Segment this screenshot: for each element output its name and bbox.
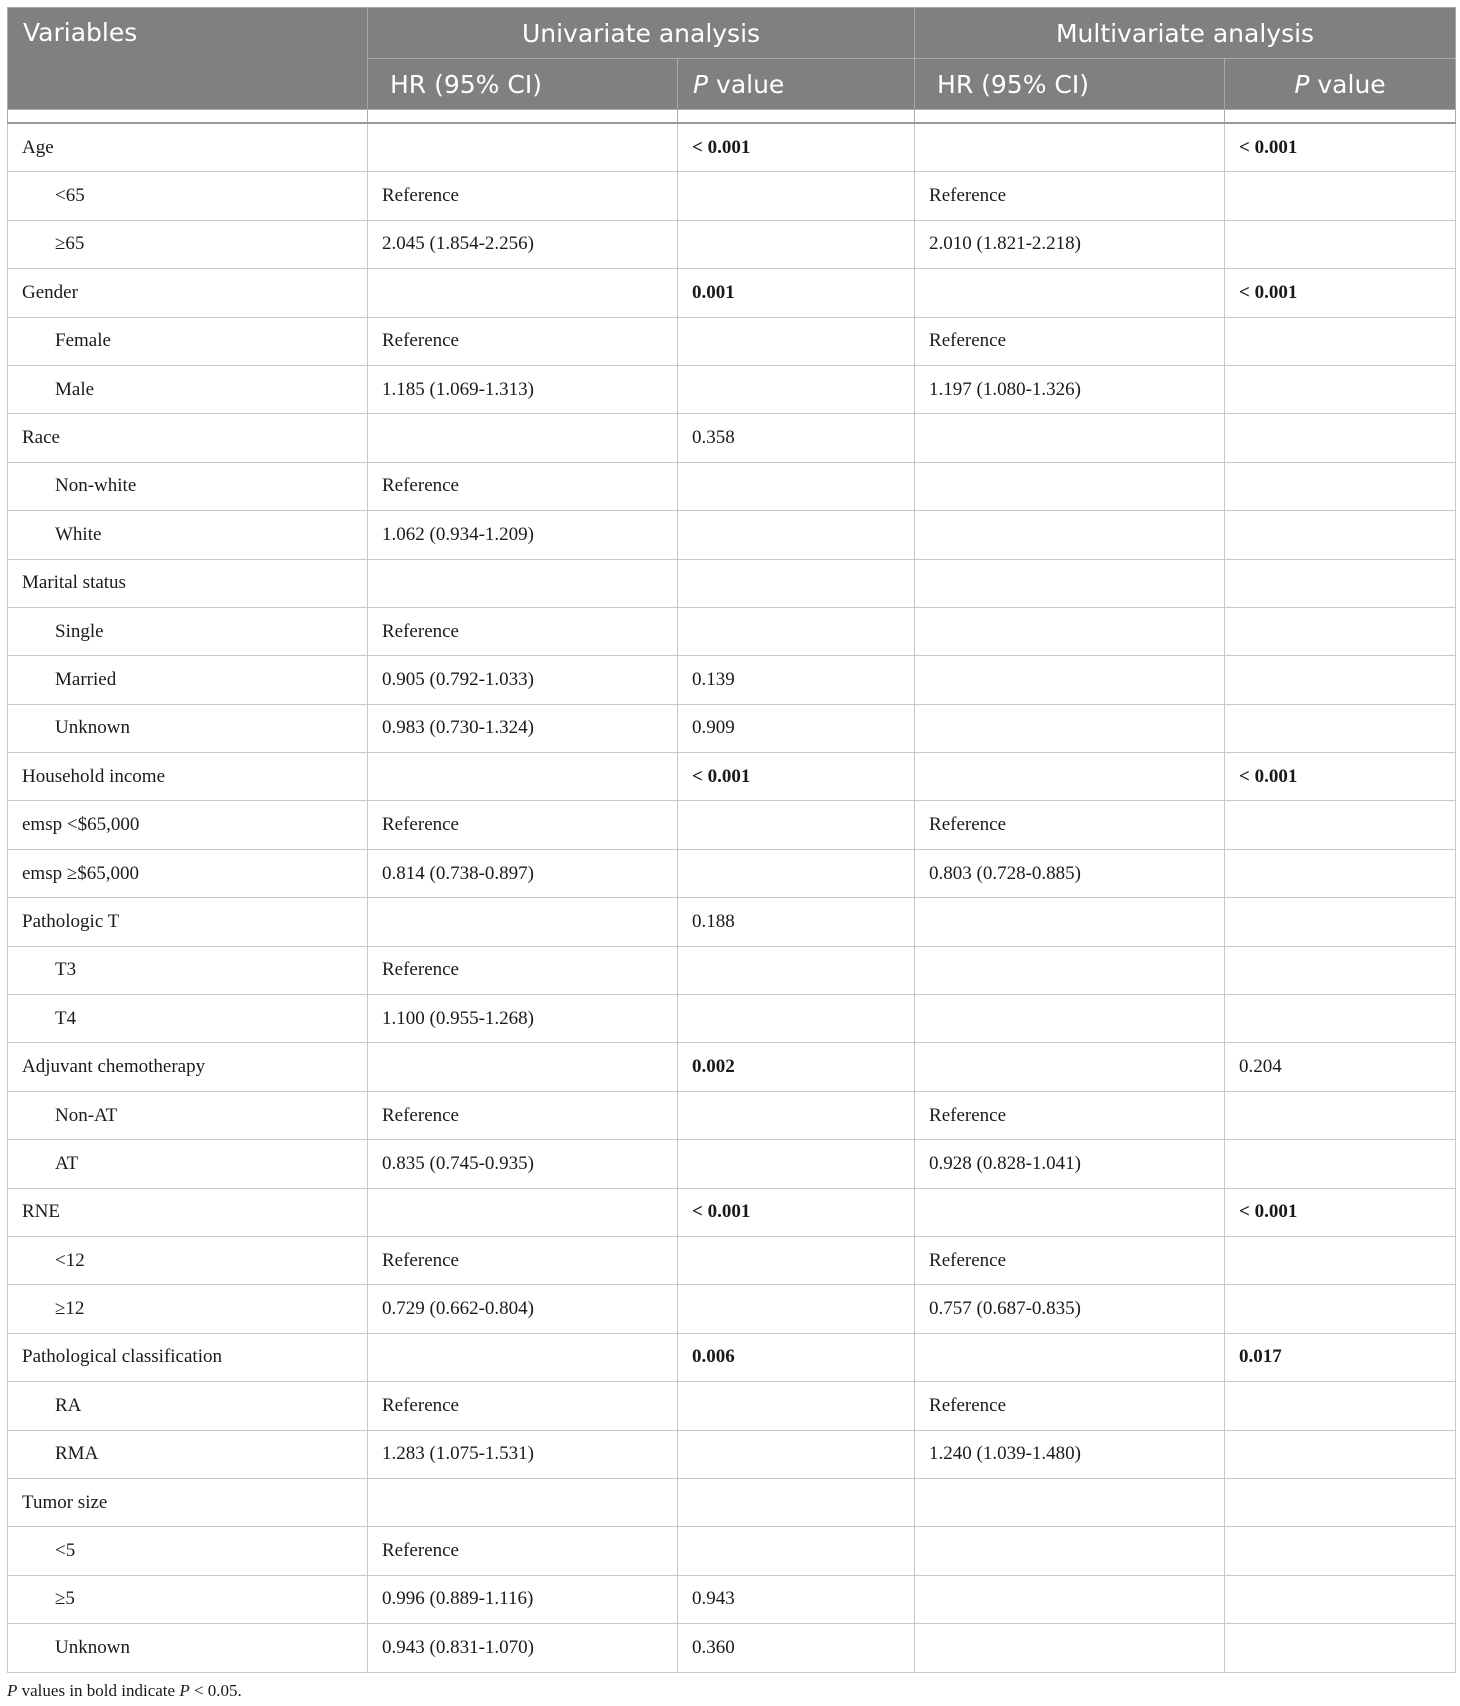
cell-multivariate-hr — [915, 511, 1225, 559]
cell-variable: emsp <$65,000 — [8, 801, 368, 849]
table-row — [8, 753, 1456, 801]
cell-variable: RA — [8, 1382, 368, 1430]
cell-variable: emsp ≥$65,000 — [8, 849, 368, 897]
results-table — [7, 7, 1456, 1673]
cell-variable: Single — [8, 607, 368, 655]
cell-variable: Pathological classification — [8, 1333, 368, 1381]
table-row — [8, 801, 1456, 849]
cell-variable: <5 — [8, 1527, 368, 1575]
cell-variable: RMA — [8, 1430, 368, 1478]
cell-univariate-p — [678, 849, 915, 897]
cell-multivariate-hr: 0.757 (0.687-0.835) — [915, 1285, 1225, 1333]
cell-multivariate-hr: Reference — [915, 317, 1225, 365]
cell-multivariate-p — [1225, 269, 1456, 317]
cell-univariate-p — [678, 559, 915, 607]
table-header — [8, 8, 1456, 110]
cell-multivariate-hr: 1.240 (1.039-1.480) — [915, 1430, 1225, 1478]
cell-variable: Unknown — [8, 704, 368, 752]
cell-univariate-hr: Reference — [368, 317, 678, 365]
cell-univariate-p — [678, 1478, 915, 1526]
table-row — [8, 1527, 1456, 1575]
cell-multivariate-p — [1225, 172, 1456, 220]
table-row — [8, 123, 1456, 172]
cell-multivariate-p — [1225, 1188, 1456, 1236]
cell-variable: Tumor size — [8, 1478, 368, 1526]
cell-multivariate-hr — [915, 1478, 1225, 1526]
table-row — [8, 172, 1456, 220]
cell-variable: Non-white — [8, 462, 368, 510]
table-row — [8, 1333, 1456, 1381]
table-row — [8, 269, 1456, 317]
cell-multivariate-hr: 0.803 (0.728-0.885) — [915, 849, 1225, 897]
cell-multivariate-hr — [915, 1333, 1225, 1381]
table-row — [8, 365, 1456, 413]
footnote-p1: P — [7, 1681, 18, 1700]
cell-variable: Gender — [8, 269, 368, 317]
cell-variable: T3 — [8, 946, 368, 994]
cell-multivariate-hr — [915, 414, 1225, 462]
cell-variable: ≥65 — [8, 220, 368, 268]
cell-multivariate-p — [1225, 559, 1456, 607]
cell-multivariate-hr: 0.928 (0.828-1.041) — [915, 1140, 1225, 1188]
cell-multivariate-p — [1225, 753, 1456, 801]
cell-multivariate-p — [1225, 511, 1456, 559]
cell-univariate-p — [678, 1430, 915, 1478]
cell-univariate-hr — [368, 1043, 678, 1091]
cell-multivariate-p — [1225, 462, 1456, 510]
cell-univariate-hr — [368, 753, 678, 801]
bold-p-value: 0.006 — [692, 1346, 735, 1368]
cell-multivariate-p — [1225, 849, 1456, 897]
cell-multivariate-hr — [915, 1527, 1225, 1575]
cell-univariate-p — [678, 946, 915, 994]
table-row — [8, 1478, 1456, 1526]
table-row — [8, 704, 1456, 752]
bold-p-value: < 0.001 — [1239, 136, 1298, 158]
table-row — [8, 1188, 1456, 1236]
cell-multivariate-p — [1225, 801, 1456, 849]
cell-multivariate-hr — [915, 462, 1225, 510]
cell-univariate-p — [678, 511, 915, 559]
cell-multivariate-hr: Reference — [915, 172, 1225, 220]
cell-univariate-p: 0.909 — [678, 704, 915, 752]
cell-univariate-hr: Reference — [368, 1382, 678, 1430]
table-row — [8, 849, 1456, 897]
cell-multivariate-p — [1225, 1382, 1456, 1430]
cell-univariate-hr: Reference — [368, 946, 678, 994]
cell-multivariate-p — [1225, 704, 1456, 752]
cell-multivariate-hr — [915, 946, 1225, 994]
cell-multivariate-hr: 2.010 (1.821-2.218) — [915, 220, 1225, 268]
cell-univariate-p — [678, 1188, 915, 1236]
cell-univariate-hr — [368, 559, 678, 607]
cell-multivariate-p — [1225, 1575, 1456, 1623]
cell-multivariate-p — [1225, 365, 1456, 413]
cell-variable: ≥12 — [8, 1285, 368, 1333]
cell-multivariate-hr: Reference — [915, 1091, 1225, 1139]
header-univariate-hr: HR (95% CI) — [368, 59, 678, 110]
cell-multivariate-p — [1225, 1430, 1456, 1478]
cell-univariate-p — [678, 1140, 915, 1188]
table-row — [8, 1382, 1456, 1430]
header-p-italic: P — [693, 69, 709, 99]
bold-p-value: 0.001 — [692, 281, 735, 303]
cell-univariate-p — [678, 269, 915, 317]
bold-p-value: 0.002 — [692, 1056, 735, 1078]
cell-multivariate-hr — [915, 995, 1225, 1043]
cell-multivariate-hr — [915, 559, 1225, 607]
cell-multivariate-p — [1225, 1478, 1456, 1526]
cell-univariate-hr: 0.996 (0.889-1.116) — [368, 1575, 678, 1623]
cell-multivariate-p — [1225, 1624, 1456, 1672]
table-row — [8, 220, 1456, 268]
cell-multivariate-hr — [915, 753, 1225, 801]
cell-univariate-p — [678, 753, 915, 801]
cell-variable: AT — [8, 1140, 368, 1188]
cell-multivariate-hr — [915, 1043, 1225, 1091]
cell-univariate-hr — [368, 898, 678, 946]
cell-univariate-hr: 0.943 (0.831-1.070) — [368, 1624, 678, 1672]
table-row — [8, 607, 1456, 655]
table-row — [8, 1236, 1456, 1284]
cell-multivariate-p — [1225, 1091, 1456, 1139]
cell-multivariate-p — [1225, 946, 1456, 994]
cell-variable: Adjuvant chemotherapy — [8, 1043, 368, 1091]
cell-multivariate-hr — [915, 269, 1225, 317]
cell-multivariate-p — [1225, 995, 1456, 1043]
cell-variable: Unknown — [8, 1624, 368, 1672]
cell-univariate-p — [678, 607, 915, 655]
cell-multivariate-p — [1225, 414, 1456, 462]
cell-univariate-hr: 0.835 (0.745-0.935) — [368, 1140, 678, 1188]
cell-variable: <65 — [8, 172, 368, 220]
header-variables: Variables — [8, 8, 368, 110]
cell-univariate-hr: 1.185 (1.069-1.313) — [368, 365, 678, 413]
cell-multivariate-p — [1225, 898, 1456, 946]
cell-univariate-hr: 1.283 (1.075-1.531) — [368, 1430, 678, 1478]
cell-multivariate-p — [1225, 220, 1456, 268]
header-p-italic: P — [1294, 69, 1310, 99]
table-row — [8, 898, 1456, 946]
cell-univariate-p — [678, 1091, 915, 1139]
cell-variable: Pathologic T — [8, 898, 368, 946]
cell-univariate-hr — [368, 414, 678, 462]
cell-univariate-hr: Reference — [368, 1236, 678, 1284]
cell-univariate-p — [678, 995, 915, 1043]
cell-univariate-p — [678, 1285, 915, 1333]
cell-univariate-hr — [368, 1333, 678, 1381]
header-p-rest: value — [708, 69, 785, 99]
table-row — [8, 317, 1456, 365]
cell-multivariate-hr — [915, 607, 1225, 655]
cell-multivariate-p — [1225, 1285, 1456, 1333]
cell-univariate-p — [678, 1382, 915, 1430]
bold-p-value: < 0.001 — [1239, 1201, 1298, 1223]
cell-multivariate-hr — [915, 1188, 1225, 1236]
cell-univariate-p — [678, 1333, 915, 1381]
cell-variable: Marital status — [8, 559, 368, 607]
table-row — [8, 414, 1456, 462]
cell-multivariate-p — [1225, 1140, 1456, 1188]
cell-variable: Age — [8, 123, 368, 172]
bold-p-value: < 0.001 — [692, 1201, 751, 1223]
cell-variable: Non-AT — [8, 1091, 368, 1139]
cell-multivariate-p — [1225, 1236, 1456, 1284]
cell-multivariate-hr — [915, 123, 1225, 172]
cell-univariate-p: 0.943 — [678, 1575, 915, 1623]
cell-univariate-p: 0.139 — [678, 656, 915, 704]
cell-univariate-hr: 2.045 (1.854-2.256) — [368, 220, 678, 268]
cell-univariate-hr: 1.062 (0.934-1.209) — [368, 511, 678, 559]
cell-variable: <12 — [8, 1236, 368, 1284]
header-multivariate-p — [1225, 59, 1456, 110]
cell-univariate-hr: Reference — [368, 1091, 678, 1139]
cell-univariate-hr — [368, 123, 678, 172]
cell-univariate-p — [678, 1527, 915, 1575]
header-spacer — [8, 110, 1456, 124]
header-univariate-p — [678, 59, 915, 110]
cell-multivariate-hr: 1.197 (1.080-1.326) — [915, 365, 1225, 413]
cell-multivariate-hr: Reference — [915, 1236, 1225, 1284]
cell-multivariate-hr — [915, 898, 1225, 946]
cell-univariate-p — [678, 365, 915, 413]
cell-univariate-p: 0.358 — [678, 414, 915, 462]
cell-variable: Race — [8, 414, 368, 462]
cell-univariate-hr — [368, 1188, 678, 1236]
bold-p-value: < 0.001 — [692, 765, 751, 787]
table-row — [8, 1091, 1456, 1139]
cell-multivariate-p — [1225, 1527, 1456, 1575]
bold-p-value: < 0.001 — [1239, 281, 1298, 303]
cell-multivariate-hr: Reference — [915, 801, 1225, 849]
cell-univariate-hr: Reference — [368, 607, 678, 655]
table-row — [8, 995, 1456, 1043]
cell-univariate-hr: 0.814 (0.738-0.897) — [368, 849, 678, 897]
table-row — [8, 1285, 1456, 1333]
table-row — [8, 511, 1456, 559]
cell-variable: Married — [8, 656, 368, 704]
table-row — [8, 1575, 1456, 1623]
cell-univariate-hr — [368, 1478, 678, 1526]
table-row — [8, 656, 1456, 704]
cell-univariate-p — [678, 123, 915, 172]
cell-univariate-p: 0.360 — [678, 1624, 915, 1672]
cell-univariate-hr: 1.100 (0.955-1.268) — [368, 995, 678, 1043]
cell-variable: Female — [8, 317, 368, 365]
cell-univariate-p — [678, 801, 915, 849]
table-footnote — [7, 1681, 242, 1701]
table-row — [8, 462, 1456, 510]
cell-univariate-p — [678, 220, 915, 268]
table-row — [8, 559, 1456, 607]
cell-multivariate-hr: Reference — [915, 1382, 1225, 1430]
cell-univariate-p — [678, 1236, 915, 1284]
table-row — [8, 1043, 1456, 1091]
cell-multivariate-hr — [915, 656, 1225, 704]
bold-p-value: < 0.001 — [1239, 765, 1298, 787]
cell-multivariate-hr — [915, 1624, 1225, 1672]
cell-multivariate-p — [1225, 607, 1456, 655]
cell-univariate-hr: Reference — [368, 1527, 678, 1575]
cell-univariate-hr: Reference — [368, 462, 678, 510]
cell-multivariate-p — [1225, 317, 1456, 365]
cell-univariate-hr: 0.983 (0.730-1.324) — [368, 704, 678, 752]
cell-multivariate-p: 0.204 — [1225, 1043, 1456, 1091]
cell-multivariate-hr — [915, 1575, 1225, 1623]
cell-univariate-p — [678, 1043, 915, 1091]
cell-variable: Male — [8, 365, 368, 413]
bold-p-value: < 0.001 — [692, 136, 751, 158]
cell-variable: RNE — [8, 1188, 368, 1236]
cell-univariate-hr: Reference — [368, 172, 678, 220]
cell-univariate-hr: 0.905 (0.792-1.033) — [368, 656, 678, 704]
cell-univariate-hr: Reference — [368, 801, 678, 849]
cell-univariate-hr: 0.729 (0.662-0.804) — [368, 1285, 678, 1333]
cell-univariate-p — [678, 462, 915, 510]
footnote-t1: values in bold indicate — [17, 1681, 180, 1700]
cell-univariate-hr — [368, 269, 678, 317]
cell-variable: Household income — [8, 753, 368, 801]
cell-multivariate-p — [1225, 1333, 1456, 1381]
cell-univariate-p — [678, 172, 915, 220]
cell-variable: ≥5 — [8, 1575, 368, 1623]
cell-multivariate-p — [1225, 656, 1456, 704]
cell-univariate-p: 0.188 — [678, 898, 915, 946]
table-body — [8, 110, 1456, 1673]
table-container — [7, 7, 1455, 1673]
cell-variable: White — [8, 511, 368, 559]
header-p-rest: value — [1309, 69, 1386, 99]
cell-variable: T4 — [8, 995, 368, 1043]
bold-p-value: 0.017 — [1239, 1346, 1282, 1368]
footnote-t2: < 0.05. — [189, 1681, 242, 1700]
header-multivariate-hr: HR (95% CI) — [915, 59, 1225, 110]
cell-multivariate-hr — [915, 704, 1225, 752]
table-row — [8, 1140, 1456, 1188]
header-univariate: Univariate analysis — [368, 8, 915, 59]
table-row — [8, 1430, 1456, 1478]
header-multivariate: Multivariate analysis — [915, 8, 1456, 59]
footnote-p2: P — [179, 1681, 190, 1700]
table-row — [8, 1624, 1456, 1672]
cell-multivariate-p — [1225, 123, 1456, 172]
cell-univariate-p — [678, 317, 915, 365]
table-row — [8, 946, 1456, 994]
